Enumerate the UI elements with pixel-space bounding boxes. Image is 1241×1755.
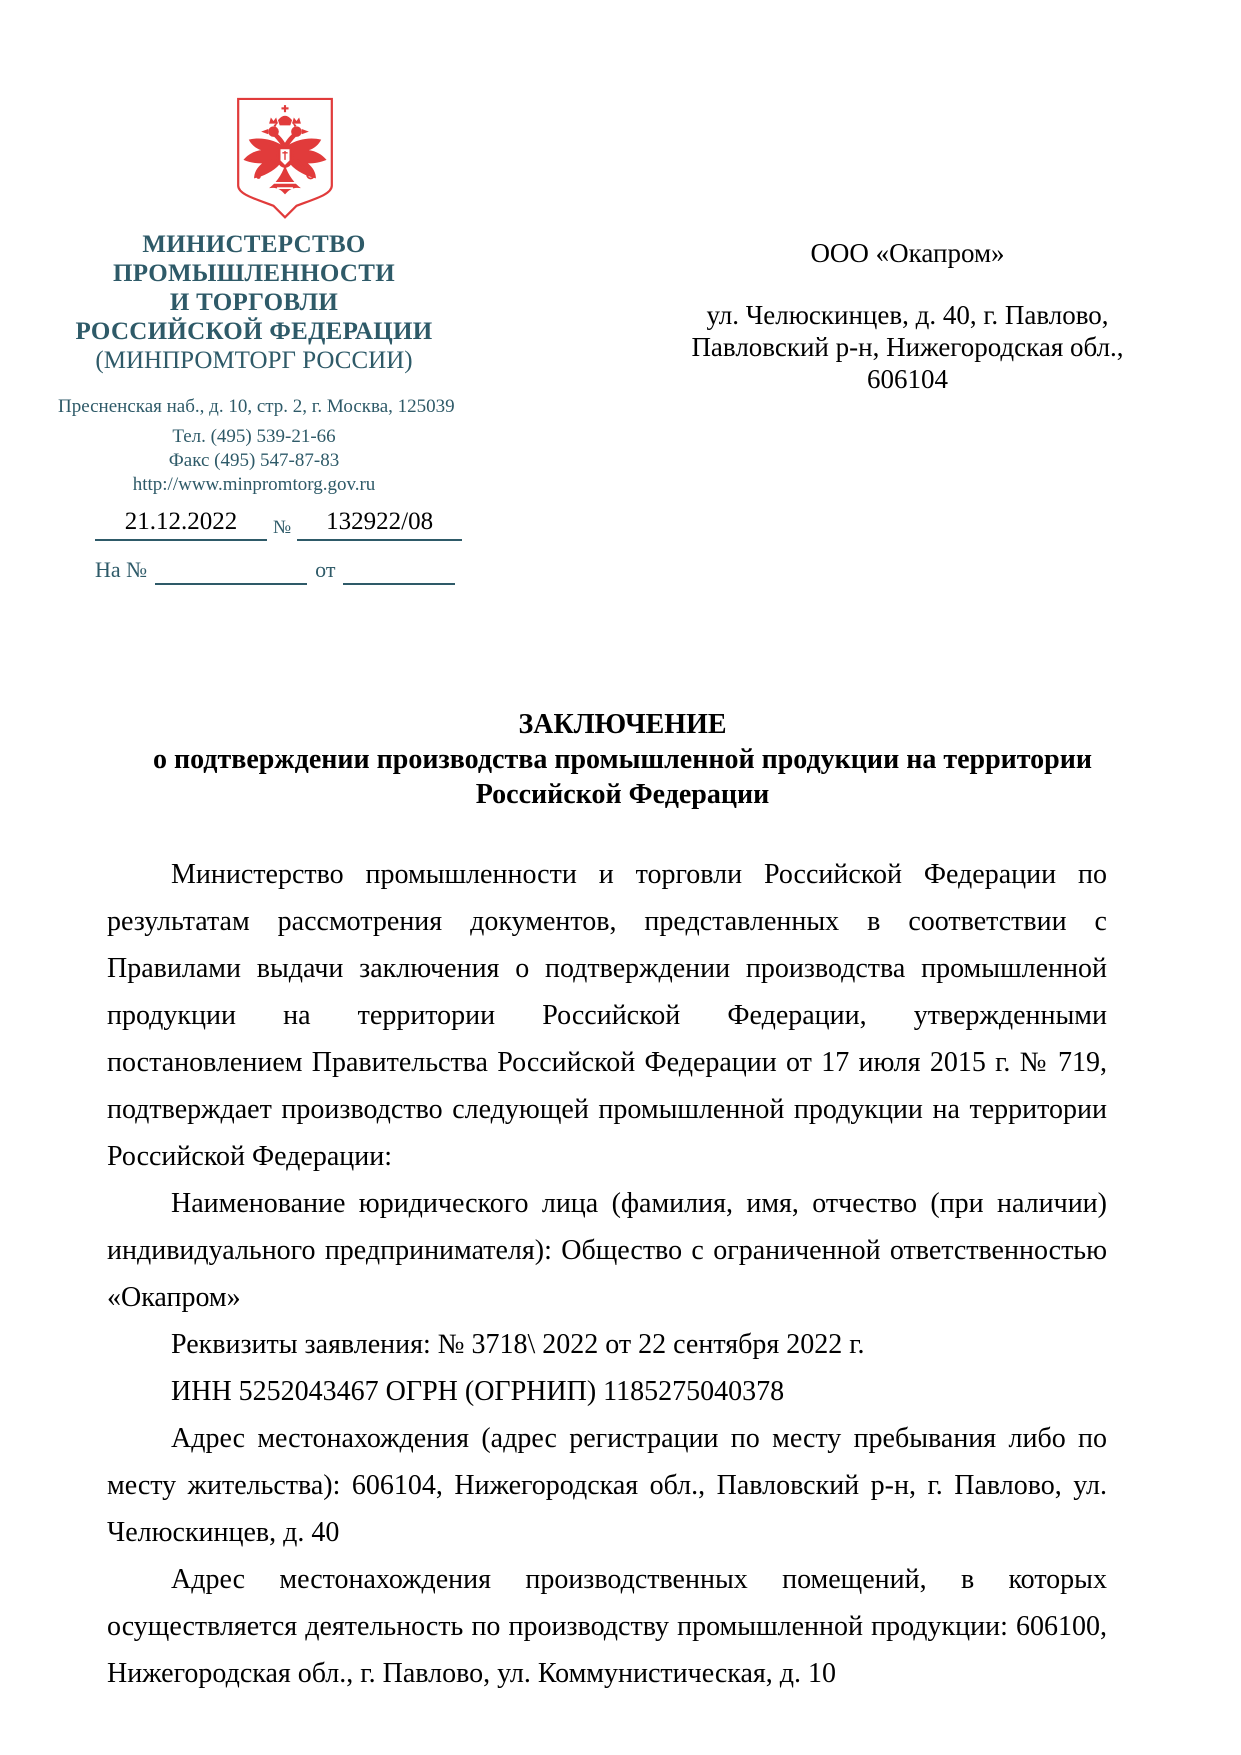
- recipient-address-line: ул. Челюскинцев, д. 40, г. Павлово,: [706, 300, 1109, 330]
- ministry-name: [58, 230, 450, 346]
- title-line-1: ЗАКЛЮЧЕНИЕ: [518, 709, 727, 740]
- ministry-fax: Факс (495) 547-87-83: [168, 450, 340, 471]
- recipient-address-line: 606104: [867, 364, 948, 394]
- ministry-name-line: ПРОМЫШЛЕННОСТИ: [113, 260, 395, 287]
- ministry-phone: Тел. (495) 539-21-66: [172, 426, 336, 447]
- paragraph-4: ИНН 5252043467 ОГРН (ОГРНИП) 1185275040378: [171, 1376, 785, 1407]
- ref-label: На №: [95, 557, 148, 582]
- paragraph-1: Министерство промышленности и торговли Российской Федерации по результатам рассмотрения документов, представленных в соответствии с Правилами выдачи заключения о подтверждении производства промышленной продукции на территории Российской Федерации, утвержденными постановлением Правительства Российской Федерации от 17 июля 2015 г. № 719, подтверждает производство следующей промышленной продукции на территории Российской Федерации:: [107, 859, 1107, 1172]
- ministry-name-line: РОССИЙСКОЙ ФЕДЕРАЦИИ: [75, 318, 433, 345]
- ref-number-blank: [155, 554, 307, 585]
- ref-date-blank: [343, 554, 455, 585]
- reference-number-line: [95, 554, 455, 585]
- paragraph-5: Адрес местонахождения (адрес регистрации по месту пребывания либо по месту жительства): 606104, Нижегородская обл., Павловский р-н, г. Павлово, ул. Челюскинцев, д. 40: [107, 1423, 1107, 1548]
- recipient-name: ООО «Окапром»: [810, 238, 1005, 268]
- letterhead: [58, 230, 455, 497]
- ministry-name-line: И ТОРГОВЛИ: [169, 289, 339, 316]
- ministry-short-name: (МИНПРОМТОРГ РОССИИ): [95, 347, 413, 374]
- doc-number: 132922/08: [297, 508, 462, 541]
- paragraph-3: Реквизиты заявления: № 3718\ 2022 от 22 сентября 2022 г.: [171, 1329, 865, 1360]
- russia-coat-of-arms-icon: [232, 94, 338, 224]
- title-line-3: Российской Федерации: [475, 779, 770, 810]
- ministry-address: Пресненская наб., д. 10, стр. 2, г. Москва, 125039: [58, 396, 455, 417]
- document-title: [100, 707, 1145, 812]
- ministry-name-line: МИНИСТЕРСТВО: [142, 231, 366, 258]
- recipient-block: [600, 237, 1215, 395]
- paragraph-6: Адрес местонахождения производственных помещений, в которых осуществляется деятельность по производству промышленной продукции: 606100, Нижегородская обл., г. Павлово, ул. Коммунистическая, д. 10: [107, 1564, 1107, 1689]
- paragraph-2: Наименование юридического лица (фамилия, имя, отчество (при наличии) индивидуального предпринимателя): Общество с ограниченной ответственностью «Окапром»: [107, 1188, 1107, 1313]
- outgoing-number-line: [95, 508, 475, 541]
- ref-from-label: от: [315, 557, 336, 582]
- recipient-address-line: Павловский р-н, Нижегородская обл.,: [691, 332, 1124, 362]
- doc-date: 21.12.2022: [95, 508, 267, 541]
- number-sign: №: [273, 517, 292, 538]
- ministry-website: http://www.minpromtorg.gov.ru: [132, 474, 376, 495]
- title-line-2: о подтверждении производства промышленной продукции на территории: [152, 744, 1093, 775]
- document-body: [107, 851, 1107, 1697]
